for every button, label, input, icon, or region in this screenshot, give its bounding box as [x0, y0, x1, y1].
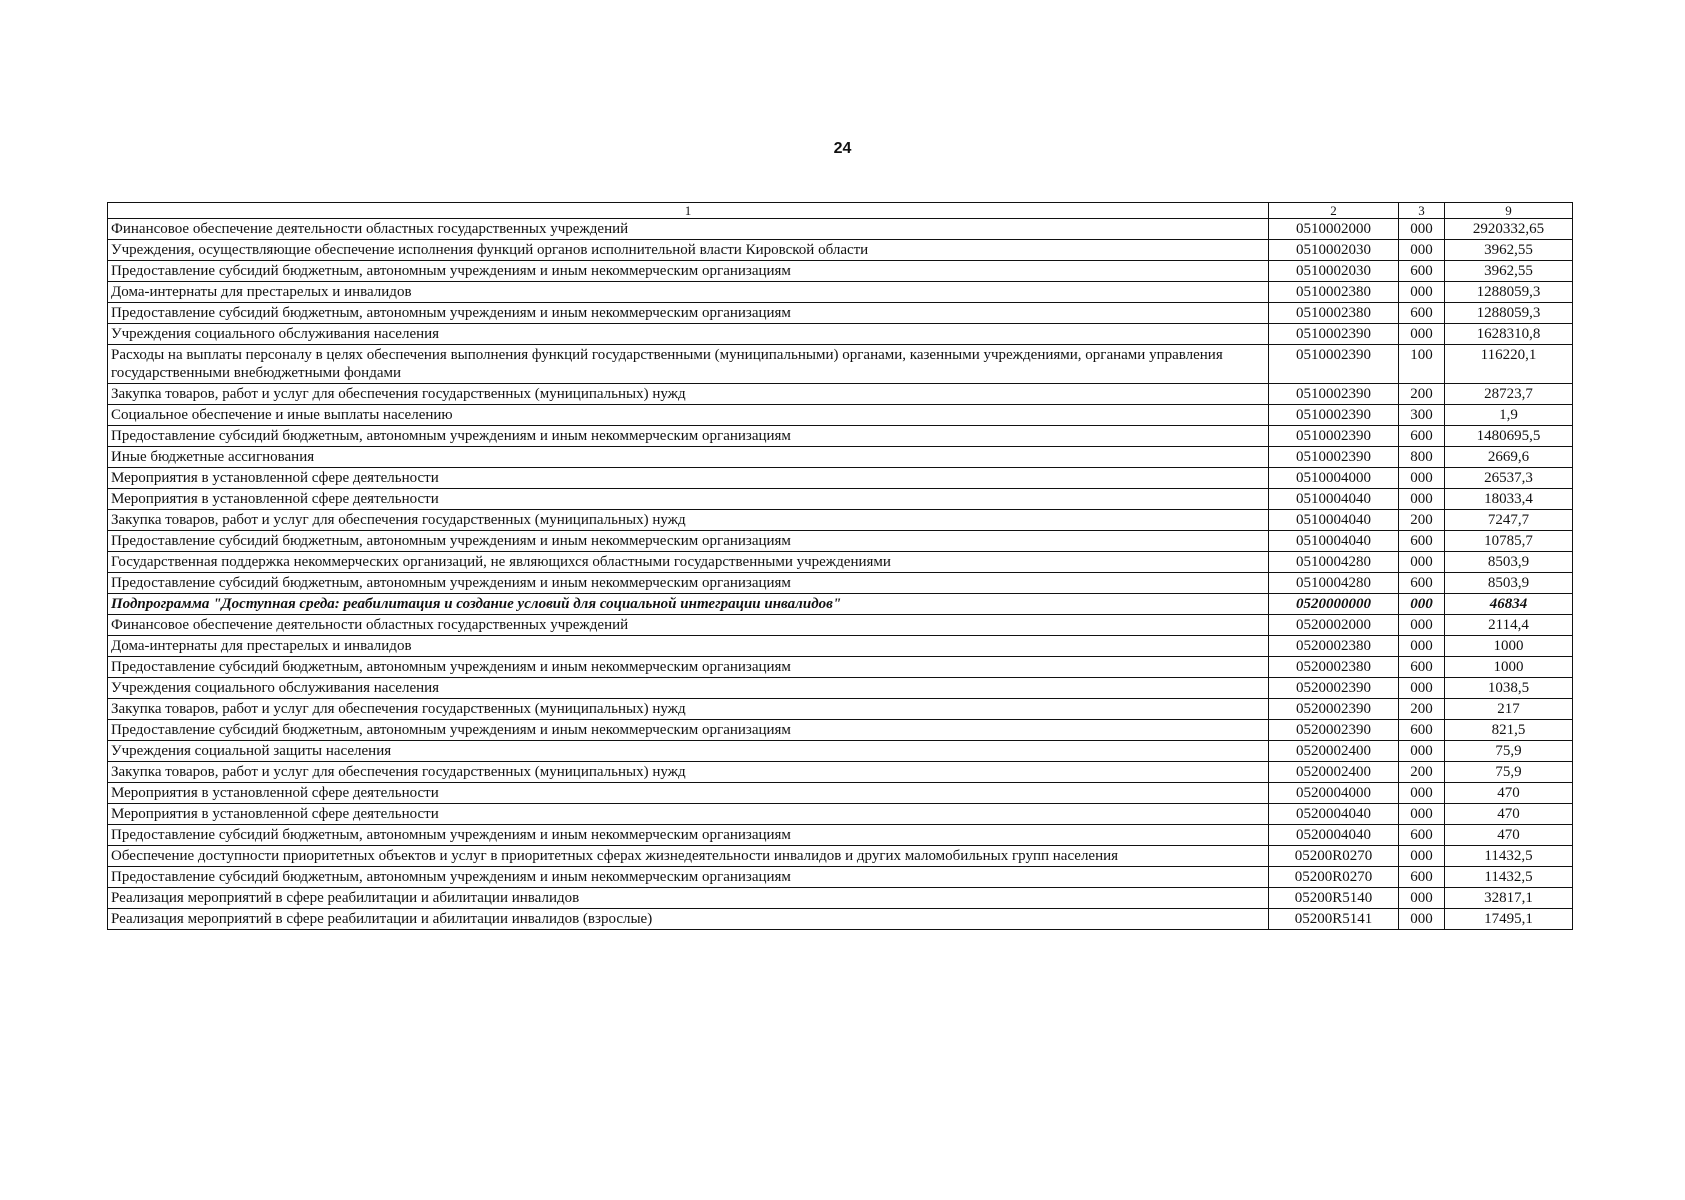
target-code-cell: 0510004280	[1269, 573, 1399, 594]
item-name-cell: Предоставление субсидий бюджетным, автономным учреждениям и иным некоммерческим организациям	[108, 867, 1269, 888]
item-name-cell: Иные бюджетные ассигнования	[108, 447, 1269, 468]
table-row	[108, 825, 1573, 846]
column-header-name: 1	[108, 203, 1269, 219]
target-code-cell: 0520004040	[1269, 825, 1399, 846]
item-name-cell: Финансовое обеспечение деятельности областных государственных учреждений	[108, 219, 1269, 240]
amount-cell: 17495,1	[1445, 909, 1573, 930]
header-row	[108, 203, 1573, 219]
item-name-cell: Государственная поддержка некоммерческих организаций, не являющихся областными государственными учреждениями	[108, 552, 1269, 573]
item-name-cell: Предоставление субсидий бюджетным, автономным учреждениям и иным некоммерческим организациям	[108, 657, 1269, 678]
item-name-cell: Мероприятия в установленной сфере деятельности	[108, 468, 1269, 489]
item-name-cell: Расходы на выплаты персоналу в целях обеспечения выполнения функций государственными (муниципальными) органами, казенными учреждениями, органами управления государственными внебюджетными фондами	[108, 345, 1269, 384]
expense-type-cell: 200	[1399, 699, 1445, 720]
target-code-cell: 0520002400	[1269, 741, 1399, 762]
item-name-cell: Предоставление субсидий бюджетным, автономным учреждениям и иным некоммерческим организациям	[108, 261, 1269, 282]
table-row	[108, 762, 1573, 783]
item-name-cell: Закупка товаров, работ и услуг для обеспечения государственных (муниципальных) нужд	[108, 762, 1269, 783]
expense-type-cell: 600	[1399, 303, 1445, 324]
table-row	[108, 615, 1573, 636]
target-code-cell: 0520002380	[1269, 636, 1399, 657]
target-code-cell: 0510002030	[1269, 240, 1399, 261]
table-row	[108, 699, 1573, 720]
amount-cell: 8503,9	[1445, 552, 1573, 573]
target-code-cell: 0510004280	[1269, 552, 1399, 573]
target-code-cell: 0510004040	[1269, 510, 1399, 531]
item-name-cell: Предоставление субсидий бюджетным, автономным учреждениям и иным некоммерческим организациям	[108, 720, 1269, 741]
page-number: 24	[833, 140, 852, 157]
table-row	[108, 405, 1573, 426]
item-name-cell: Учреждения, осуществляющие обеспечение исполнения функций органов исполнительной власти Кировской области	[108, 240, 1269, 261]
amount-cell: 1000	[1445, 636, 1573, 657]
amount-cell: 7247,7	[1445, 510, 1573, 531]
item-name-cell: Закупка товаров, работ и услуг для обеспечения государственных (муниципальных) нужд	[108, 510, 1269, 531]
expense-type-cell: 200	[1399, 384, 1445, 405]
table-row	[108, 345, 1573, 384]
table-row	[108, 678, 1573, 699]
target-code-cell: 0520002390	[1269, 678, 1399, 699]
amount-cell: 470	[1445, 825, 1573, 846]
expense-type-cell: 600	[1399, 657, 1445, 678]
budget-table	[107, 202, 1573, 930]
target-code-cell: 0510004040	[1269, 531, 1399, 552]
amount-cell: 75,9	[1445, 762, 1573, 783]
amount-cell: 26537,3	[1445, 468, 1573, 489]
amount-cell: 10785,7	[1445, 531, 1573, 552]
amount-cell: 2669,6	[1445, 447, 1573, 468]
table-row	[108, 552, 1573, 573]
target-code-cell: 05200R0270	[1269, 867, 1399, 888]
table-body	[108, 203, 1573, 930]
target-code-cell: 0510002380	[1269, 303, 1399, 324]
amount-cell: 2920332,65	[1445, 219, 1573, 240]
column-header-code: 2	[1269, 203, 1399, 219]
amount-cell: 1,9	[1445, 405, 1573, 426]
table-row	[108, 531, 1573, 552]
expense-type-cell: 000	[1399, 219, 1445, 240]
target-code-cell: 05200R0270	[1269, 846, 1399, 867]
target-code-cell: 0510002390	[1269, 405, 1399, 426]
target-code-cell: 0520002390	[1269, 720, 1399, 741]
amount-cell: 28723,7	[1445, 384, 1573, 405]
expense-type-cell: 000	[1399, 741, 1445, 762]
expense-type-cell: 300	[1399, 405, 1445, 426]
item-name-cell: Предоставление субсидий бюджетным, автономным учреждениям и иным некоммерческим организациям	[108, 531, 1269, 552]
amount-cell: 32817,1	[1445, 888, 1573, 909]
target-code-cell: 0520004000	[1269, 783, 1399, 804]
expense-type-cell: 000	[1399, 615, 1445, 636]
table-row	[108, 804, 1573, 825]
amount-cell: 3962,55	[1445, 261, 1573, 282]
table-row	[108, 384, 1573, 405]
item-name-cell: Мероприятия в установленной сфере деятельности	[108, 489, 1269, 510]
table-row	[108, 426, 1573, 447]
target-code-cell: 0510002000	[1269, 219, 1399, 240]
expense-type-cell: 000	[1399, 909, 1445, 930]
amount-cell: 1038,5	[1445, 678, 1573, 699]
amount-cell: 75,9	[1445, 741, 1573, 762]
target-code-cell: 0510002390	[1269, 426, 1399, 447]
table-row	[108, 282, 1573, 303]
item-name-cell: Учреждения социального обслуживания населения	[108, 324, 1269, 345]
expense-type-cell: 000	[1399, 552, 1445, 573]
amount-cell: 11432,5	[1445, 867, 1573, 888]
target-code-cell: 0520002380	[1269, 657, 1399, 678]
amount-cell: 1480695,5	[1445, 426, 1573, 447]
table-row	[108, 468, 1573, 489]
expense-type-cell: 100	[1399, 345, 1445, 384]
table-row	[108, 573, 1573, 594]
item-name-cell: Социальное обеспечение и иные выплаты населению	[108, 405, 1269, 426]
item-name-cell: Предоставление субсидий бюджетным, автономным учреждениям и иным некоммерческим организациям	[108, 426, 1269, 447]
table-row	[108, 324, 1573, 345]
target-code-cell: 0520000000	[1269, 594, 1399, 615]
table-row	[108, 219, 1573, 240]
expense-type-cell: 800	[1399, 447, 1445, 468]
item-name-cell: Закупка товаров, работ и услуг для обеспечения государственных (муниципальных) нужд	[108, 699, 1269, 720]
target-code-cell: 0520002000	[1269, 615, 1399, 636]
item-name-cell: Учреждения социального обслуживания населения	[108, 678, 1269, 699]
target-code-cell: 0510004040	[1269, 489, 1399, 510]
amount-cell: 1288059,3	[1445, 303, 1573, 324]
column-header-amount: 9	[1445, 203, 1573, 219]
item-name-cell: Предоставление субсидий бюджетным, автономным учреждениям и иным некоммерческим организациям	[108, 825, 1269, 846]
expense-type-cell: 600	[1399, 720, 1445, 741]
table-row	[108, 888, 1573, 909]
amount-cell: 217	[1445, 699, 1573, 720]
expense-type-cell: 200	[1399, 510, 1445, 531]
table-row	[108, 720, 1573, 741]
target-code-cell: 0510004000	[1269, 468, 1399, 489]
expense-type-cell: 600	[1399, 426, 1445, 447]
item-name-cell: Подпрограмма "Доступная среда: реабилитация и создание условий для социальной интеграции инвалидов"	[108, 594, 1269, 615]
expense-type-cell: 000	[1399, 594, 1445, 615]
expense-type-cell: 600	[1399, 261, 1445, 282]
expense-type-cell: 000	[1399, 846, 1445, 867]
amount-cell: 116220,1	[1445, 345, 1573, 384]
amount-cell: 1628310,8	[1445, 324, 1573, 345]
amount-cell: 18033,4	[1445, 489, 1573, 510]
target-code-cell: 0510002390	[1269, 447, 1399, 468]
table-row	[108, 489, 1573, 510]
expense-type-cell: 600	[1399, 531, 1445, 552]
expense-type-cell: 200	[1399, 762, 1445, 783]
amount-cell: 821,5	[1445, 720, 1573, 741]
item-name-cell: Финансовое обеспечение деятельности областных государственных учреждений	[108, 615, 1269, 636]
table-row	[108, 909, 1573, 930]
table-row	[108, 636, 1573, 657]
item-name-cell: Предоставление субсидий бюджетным, автономным учреждениям и иным некоммерческим организациям	[108, 303, 1269, 324]
item-name-cell: Дома-интернаты для престарелых и инвалидов	[108, 282, 1269, 303]
item-name-cell: Закупка товаров, работ и услуг для обеспечения государственных (муниципальных) нужд	[108, 384, 1269, 405]
amount-cell: 46834	[1445, 594, 1573, 615]
expense-type-cell: 000	[1399, 324, 1445, 345]
item-name-cell: Дома-интернаты для престарелых и инвалидов	[108, 636, 1269, 657]
target-code-cell: 0510002380	[1269, 282, 1399, 303]
table-row	[108, 657, 1573, 678]
expense-type-cell: 600	[1399, 867, 1445, 888]
item-name-cell: Реализация мероприятий в сфере реабилитации и абилитации инвалидов	[108, 888, 1269, 909]
expense-type-cell: 000	[1399, 804, 1445, 825]
expense-type-cell: 000	[1399, 468, 1445, 489]
target-code-cell: 05200R5140	[1269, 888, 1399, 909]
column-header-type: 3	[1399, 203, 1445, 219]
expense-type-cell: 000	[1399, 888, 1445, 909]
target-code-cell: 0510002390	[1269, 345, 1399, 384]
table-row	[108, 867, 1573, 888]
table-row	[108, 303, 1573, 324]
item-name-cell: Реализация мероприятий в сфере реабилитации и абилитации инвалидов (взрослые)	[108, 909, 1269, 930]
table-row	[108, 741, 1573, 762]
expense-type-cell: 000	[1399, 282, 1445, 303]
table-row	[108, 447, 1573, 468]
amount-cell: 2114,4	[1445, 615, 1573, 636]
expense-type-cell: 000	[1399, 783, 1445, 804]
expense-type-cell: 000	[1399, 678, 1445, 699]
amount-cell: 3962,55	[1445, 240, 1573, 261]
item-name-cell: Учреждения социальной защиты населения	[108, 741, 1269, 762]
target-code-cell: 05200R5141	[1269, 909, 1399, 930]
item-name-cell: Мероприятия в установленной сфере деятельности	[108, 783, 1269, 804]
subprogram-row	[108, 594, 1573, 615]
table-row	[108, 846, 1573, 867]
table-row	[108, 240, 1573, 261]
expense-type-cell: 600	[1399, 573, 1445, 594]
amount-cell: 470	[1445, 783, 1573, 804]
amount-cell: 1288059,3	[1445, 282, 1573, 303]
target-code-cell: 0520004040	[1269, 804, 1399, 825]
expense-type-cell: 600	[1399, 825, 1445, 846]
expense-type-cell: 000	[1399, 636, 1445, 657]
table-row	[108, 510, 1573, 531]
item-name-cell: Мероприятия в установленной сфере деятельности	[108, 804, 1269, 825]
target-code-cell: 0510002390	[1269, 384, 1399, 405]
expense-type-cell: 000	[1399, 240, 1445, 261]
target-code-cell: 0520002400	[1269, 762, 1399, 783]
target-code-cell: 0510002390	[1269, 324, 1399, 345]
table-row	[108, 261, 1573, 282]
target-code-cell: 0510002030	[1269, 261, 1399, 282]
table-row	[108, 783, 1573, 804]
amount-cell: 8503,9	[1445, 573, 1573, 594]
expense-type-cell: 000	[1399, 489, 1445, 510]
item-name-cell: Обеспечение доступности приоритетных объектов и услуг в приоритетных сферах жизнедеятельности инвалидов и других маломобильных групп населения	[108, 846, 1269, 867]
item-name-cell: Предоставление субсидий бюджетным, автономным учреждениям и иным некоммерческим организациям	[108, 573, 1269, 594]
amount-cell: 11432,5	[1445, 846, 1573, 867]
amount-cell: 470	[1445, 804, 1573, 825]
amount-cell: 1000	[1445, 657, 1573, 678]
target-code-cell: 0520002390	[1269, 699, 1399, 720]
